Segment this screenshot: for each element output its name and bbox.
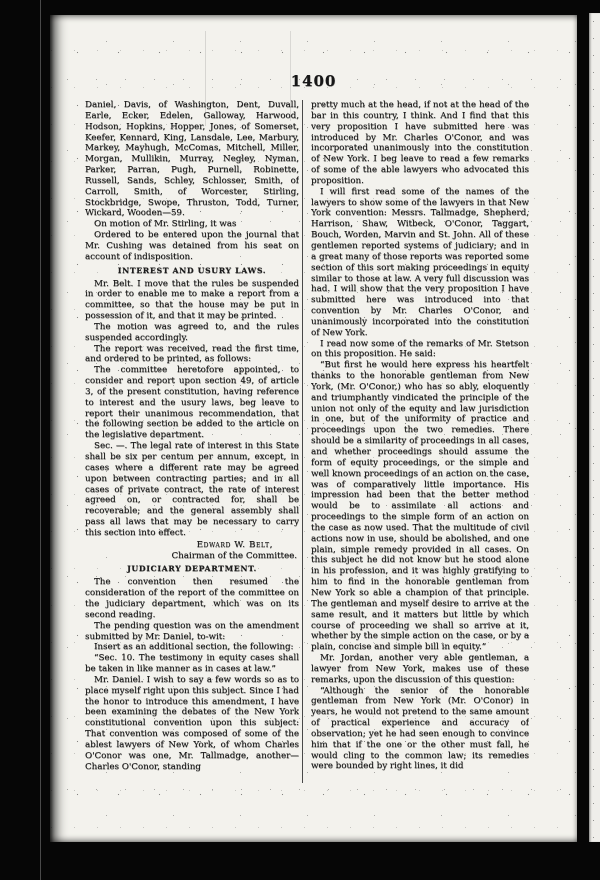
paragraph-stetson-quote: “But first he would here express his heartfelt thanks to the honorable gentleman from New York, (Mr. O'Conor,) who has so ably, eloquently and triumphantly vindicated the principle of the union not only of the equity and law jurisdiction in one, but of the uniformity of practice and proceedings upon the two remedies. There should be a similarity of proceedings in all cases, and whether proceedings should assume the form of equity proceedings, or the simple and well known proceedings of an action on the case, was of comparatively little importance. His impression had been that the better method would be to assimilate all actions and proceedings to the simple form of an action on the case as now used. That the multitude of civil actions now in use, should be abolished, and one plain, simple remedy provided in all cases. On this subject he did not know but he stood alone in his profession, and it was highly gratifying to him to find in the honorable gentleman from New York so able a champion of that principle. The gentleman and myself desire to arrive at the same result, and it matters but little by which course of proceeding we shall so arrive at it, whether by the simple action on the case, or by a plain, concise and simple bill in equity.”: [311, 360, 529, 653]
paragraph-committee-report: The committee heretofore appointed, to consider and report upon section 49, of article 3, of the present constitution, having reference to interest and the usury laws, beg leave to report their unanimous recommendation, that the following section be added to the article on the legislative department.: [85, 365, 299, 441]
paragraph-mr-daniel: Mr. Daniel. I wish to say a few words so as to place myself right upon this subject. Since I had the honor to introduce this amendment, I have been examining the debates of the New York constitutional convention upon this subject: That convention was composed of some of the ablest lawyers of New York, of whom Charles O'Conor was one, Mr. Tallmadge, another—Charles O'Conor, standing: [85, 674, 299, 772]
paragraph-yeas-list: Daniel, Davis, of Washington, Dent, Duvall, Earle, Ecker, Edelen, Galloway, Harwood, Hodson, Hopkins, Hopper, Jones, of Somerset, Keefer, Kennard, King, Lansdale, Lee, Marbury, Markey, Mayhugh, McComas, Mitchell, Miller, Morgan, Mullikin, Murray, Negley, Nyman, Parker, Parran, Pugh, Purnell, Robinette, Russell, Sands, Schley, Schlosser, Smith, of Carroll, Smith, of Worcester, Stirling, Stockbridge, Swope, Thruston, Todd, Turner, Wickard, Wooden—59.: [85, 100, 299, 219]
adjacent-page-edge: [589, 13, 600, 842]
paragraph-pretty-much: pretty much at the head, if not at the head of the bar in this country, I think. And I find that this very proposition I have submitted here was introduced by Mr. Charles O'Conor, and was incorporated unanimously into the constitution of New York. I beg leave to read a few remarks of some of the able lawyers who advocated this proposition.: [311, 100, 529, 186]
text-columns: [85, 100, 529, 784]
left-column: [85, 100, 299, 784]
paragraph-lawyers-names: I will first read some of the names of the lawyers to show some of the lawyers in that New York convention: Messrs. Tallmadge, Shepherd, Harrison, Shaw, Witbeck, O'Conor, Taggart, Bouch, Worden, Marvin and St. John. All of these gentlemen reported systems of judiciary; and in a great many of those reports was reported some section of this sort making proceedings in equity similar to those at law. A very full discussion was had. I will show that the very proposition I have submitted here was introduced into that convention by Mr. Charles O'Conor, and unanimously incorporated into the constitution of New York.: [311, 186, 529, 338]
signature-title: Chairman of the Committee.: [171, 550, 297, 561]
section-heading-judiciary: JUDICIARY DEPARTMENT.: [127, 564, 257, 574]
paragraph-section-text: Sec. —. The legal rate of interest in this State shall be six per centum per annum, except, in cases where a different rate may be agreed upon between contracting parties; and in all cases of private contract, the rate of interest agreed on, or contracted for, shall be recoverable; and the general assembly shall pass all laws that may be necessary to carry this section into effect.: [85, 441, 299, 538]
paragraph-motion-agreed: The motion was agreed to, and the rules suspended accordingly.: [85, 321, 299, 343]
right-column: [311, 100, 529, 784]
page-number: 1400: [290, 72, 337, 90]
paragraph-insert-section: Insert as an additional section, the following:: [94, 642, 294, 653]
paragraph-on-motion: On motion of Mr. Stirling, it was: [94, 219, 237, 230]
paragraph-pending-question: The pending question was on the amendment submitted by Mr. Daniel, to-wit:: [85, 620, 299, 642]
section-heading-interest-usury: INTEREST AND USURY LAWS.: [117, 265, 267, 275]
paragraph-mr-jordan: Mr. Jordan, another very able gentleman, a lawyer from New York, makes use of these remarks, upon the discussion of this question:: [311, 653, 529, 685]
paragraph-jordan-quote: “Although the senior of the honorable gentleman from New York (Mr. O'Conor) in years, he would not pretend to the same amount of practical experience and accuracy of observation; yet he had seen enough to convince him that if the one or the other must fall, he would cling to the common law; its remedies were bounded by right lines, it did: [311, 685, 529, 772]
page-sheet: [50, 15, 577, 842]
paragraph-mr-belt: Mr. Belt. I move that the rules be suspended in order to enable me to make a report from a committee, so that the house may be put in possession of it, and that it may be printed.: [85, 278, 299, 322]
signature-name: Edward W. Belt,: [196, 539, 273, 550]
paragraph-ordered: Ordered to be entered upon the journal that Mr. Cushing was detained from his seat on account of indisposition.: [85, 230, 299, 262]
paragraph-read-stetson: I read now some of the remarks of Mr. Stetson on this proposition. He said:: [311, 338, 529, 360]
scan-gutter-hairline: [40, 0, 41, 880]
paragraph-report-received: The report was received, read the first time, and ordered to be printed, as follows:: [85, 343, 299, 365]
paragraph-sec-10-quote: “Sec. 10. The testimony in equity cases shall be taken in like manner as in cases at law.”: [85, 653, 299, 675]
column-divider-rule: [302, 100, 303, 783]
paragraph-convention-resumed: The convention then resumed the consideration of the report of the committee on the judiciary department, which was on its second reading.: [85, 577, 299, 620]
